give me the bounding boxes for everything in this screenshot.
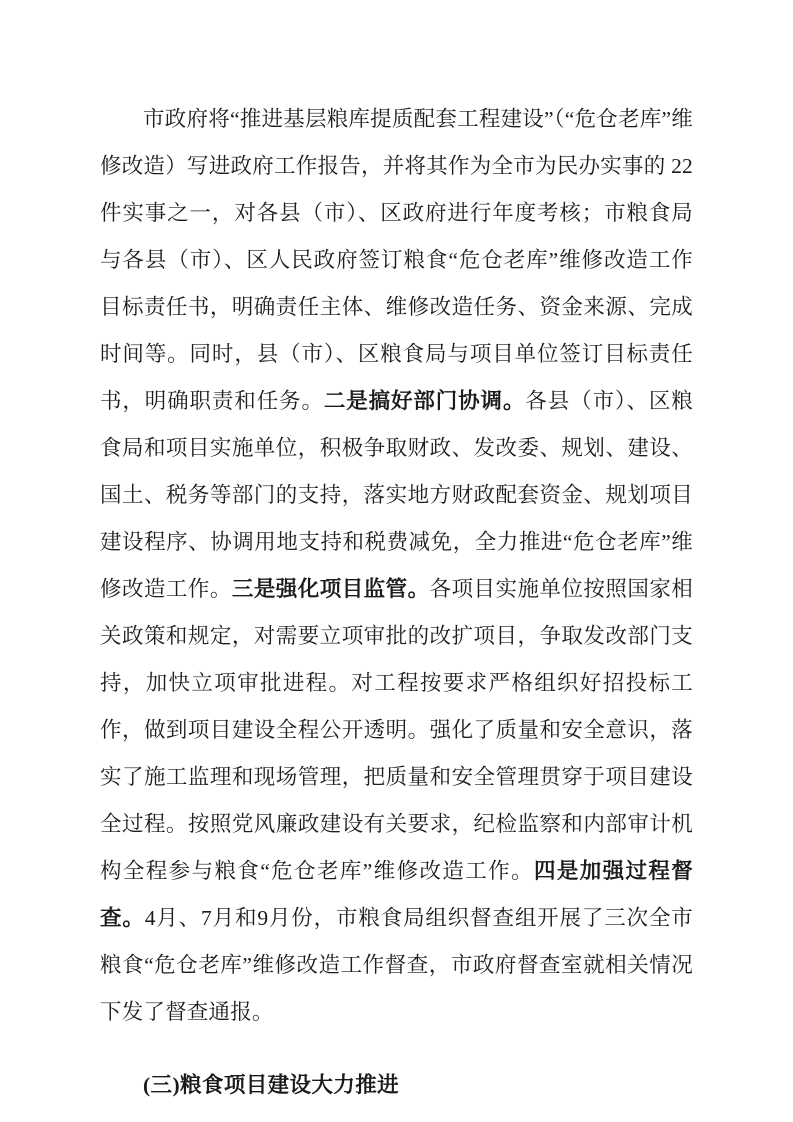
body-paragraph bbox=[100, 96, 693, 1036]
section-heading bbox=[100, 1062, 693, 1109]
text-run-2-bold: 二是搞好部门协调。 bbox=[323, 389, 526, 413]
text-run-6-bold: 四是加强过程督查。 bbox=[100, 859, 693, 930]
text-run-4-bold: 三是强化项目监管。 bbox=[231, 577, 430, 601]
text-run-1: 市政府将“推进基层粮库提质配套工程建设”（“危仓老库”维修改造）写进政府工作报告，并将其作为全市为民办实事的 22 件实事之一，对各县（市）、区政府进行年度考核；市粮食局与各县（市）、区人民政府签订粮食“危仓老库”维修改造工作目标责任书，明确责任主体、维修改造任务、资金来源、完成时间等。同时，县（市）、区粮食局与项目单位签订目标责任书，明确职责和任务。 bbox=[100, 107, 693, 413]
text-run-3: 各县（市）、区粮食局和项目实施单位，积极争取财政、发改委、规划、建设、国土、税务等部门的支持，落实地方财政配套资金、规划项目建设程序、协调用地支持和税费减免，全力推进“危仓老库”维修改造工作。 bbox=[100, 389, 693, 601]
text-run-5: 各项目实施单位按照国家相关政策和规定，对需要立项审批的改扩项目，争取发改部门支持，加快立项审批进程。对工程按要求严格组织好招投标工作，做到项目建设全程公开透明。强化了质量和安全意识，落实了施工监理和现场管理，把质量和安全管理贯穿于项目建设全过程。按照党风廉政建设有关要求，纪检监察和内部审计机构全程参与粮食“危仓老库”维修改造工作。 bbox=[100, 577, 694, 883]
text-run-7: 4月、7月和9月份，市粮食局组织督查组开展了三次全市粮食“危仓老库”维修改造工作督查，市政府督查室就相关情况下发了督查通报。 bbox=[100, 906, 694, 1024]
heading-text: (三)粮食项目建设大力推进 bbox=[143, 1073, 400, 1097]
